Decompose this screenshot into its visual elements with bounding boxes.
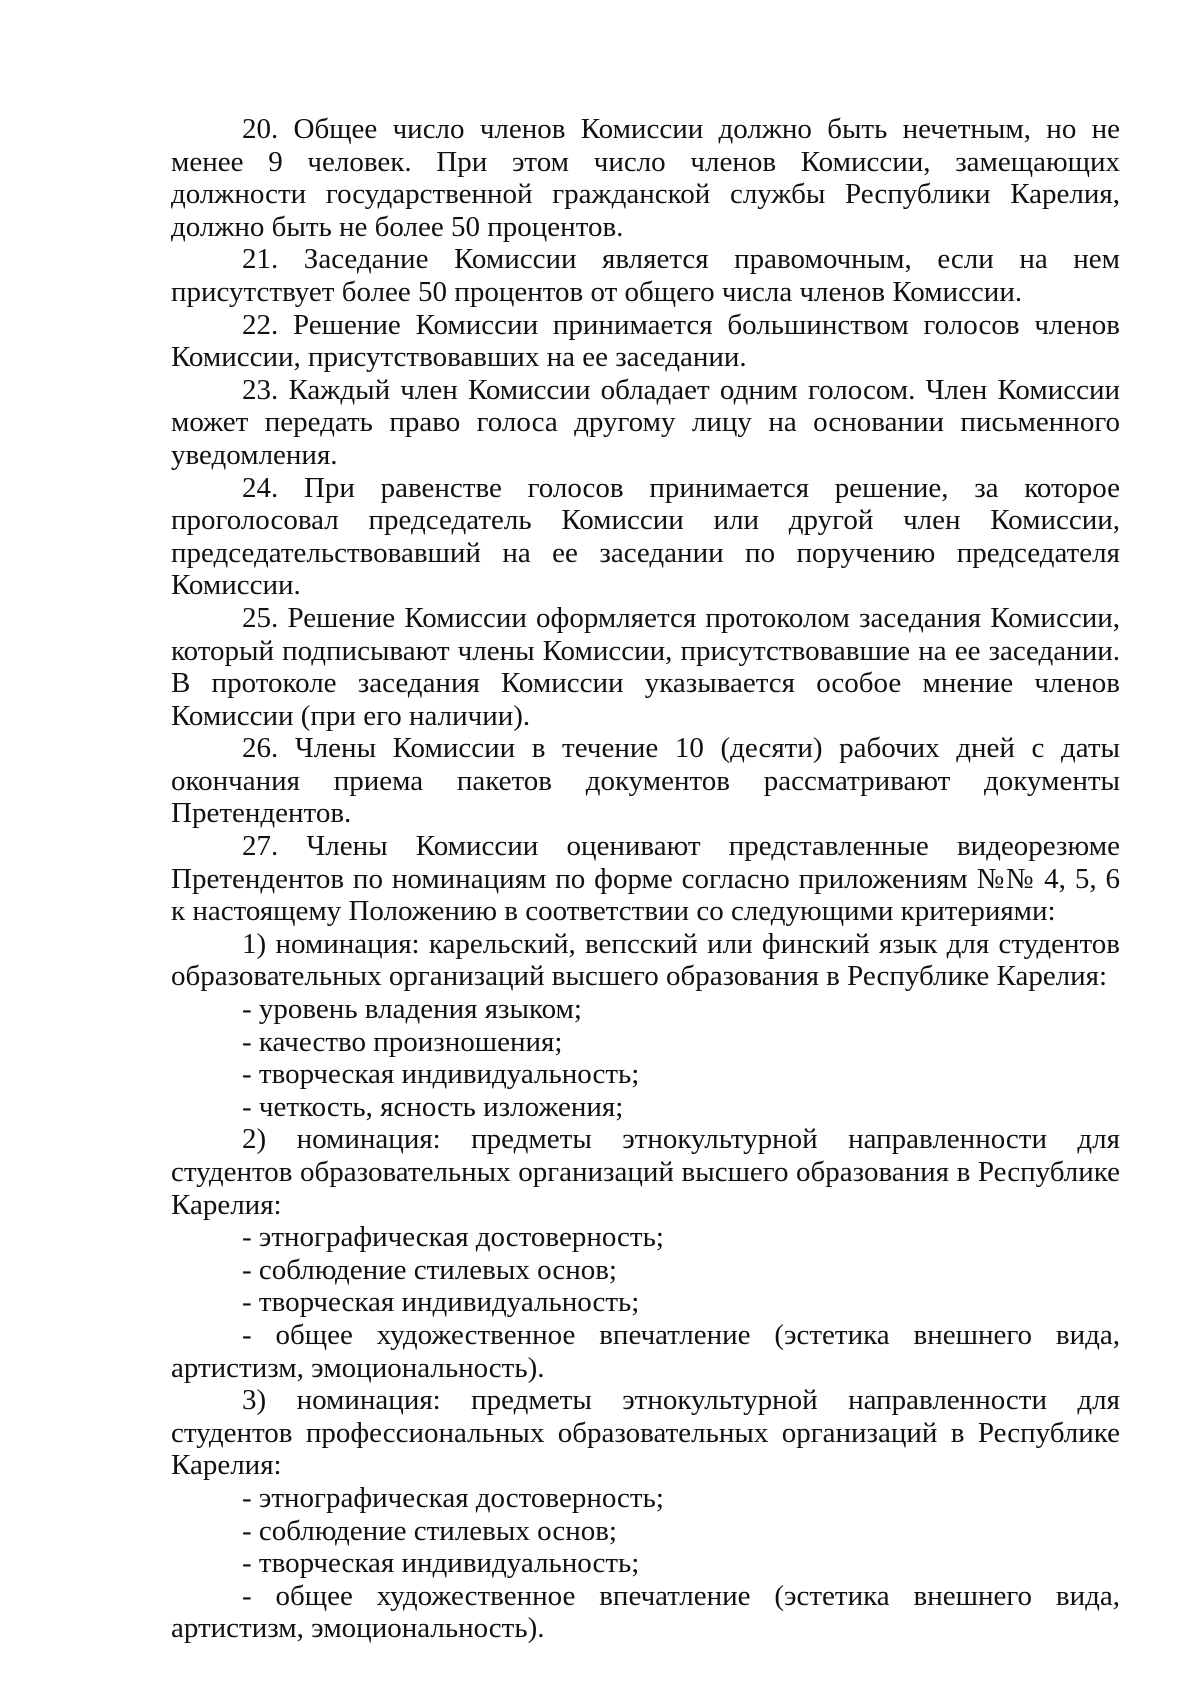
paragraph-26: 26. Члены Комиссии в течение 10 (десяти) рабочих дней с даты окончания приема пакетов документов рассматривают документы Претендентов.	[171, 732, 1120, 830]
paragraph-22: 22. Решение Комиссии принимается большинством голосов членов Комиссии, присутствовавших на ее заседании.	[171, 308, 1120, 374]
criterion-item: - творческая индивидуальность;	[242, 1058, 640, 1091]
paragraph-25: 25. Решение Комиссии оформляется протоколом заседания Комиссии, который подписывают члены Комиссии, присутствовавшие на ее заседании. В протоколе заседания Комиссии указывается особое мнение членов Комиссии (при его наличии).	[171, 601, 1120, 732]
criterion-item: - качество произношения;	[242, 1025, 563, 1058]
document-body	[171, 113, 1120, 1645]
nomination-1-title: 1) номинация: карельский, вепсский или финский язык для студентов образовательных организаций высшего образования в Республике Карелия:	[171, 927, 1120, 993]
nomination-2-title: 2) номинация: предметы этнокультурной направленности для студентов образовательных организаций высшего образования в Республике Карелия:	[171, 1123, 1120, 1221]
criterion-item: - этнографическая достоверность;	[242, 1221, 664, 1254]
paragraph-21: 21. Заседание Комиссии является правомочным, если на нем присутствует более 50 процентов от общего числа членов Комиссии.	[171, 243, 1120, 308]
paragraph-20: 20. Общее число членов Комиссии должно быть нечетным, но не менее 9 человек. При этом число членов Комиссии, замещающих должности государственной гражданской службы Республики Карелия, должно быть не более 50 процентов.	[171, 113, 1120, 243]
criterion-item: - четкость, ясность изложения;	[242, 1090, 624, 1123]
criterion-item: - этнографическая достоверность;	[242, 1481, 664, 1514]
paragraph-27: 27. Члены Комиссии оценивают представленные видеорезюме Претендентов по номинациям по форме согласно приложениям №№ 4, 5, 6 к настоящему Положению в соответствии со следующими критериями:	[171, 830, 1120, 928]
paragraph-24: 24. При равенстве голосов принимается решение, за которое проголосовал председатель Комиссии или другой член Комиссии, председательствовавший на ее заседании по поручению председателя Комиссии.	[171, 471, 1120, 602]
criterion-item: - уровень владения языком;	[242, 993, 582, 1026]
criterion-item: - общее художественное впечатление (эстетика внешнего вида, артистизм, эмоциональность).	[171, 1579, 1120, 1645]
criterion-item: - творческая индивидуальность;	[242, 1286, 640, 1319]
nomination-3-title: 3) номинация: предметы этнокультурной направленности для студентов профессиональных образовательных организаций в Республике Карелия:	[171, 1384, 1120, 1482]
criterion-item: - общее художественное впечатление (эстетика внешнего вида, артистизм, эмоциональность).	[171, 1318, 1120, 1384]
criterion-item: - соблюдение стилевых основ;	[242, 1253, 617, 1286]
criterion-item: - соблюдение стилевых основ;	[242, 1514, 617, 1547]
criterion-item: - творческая индивидуальность;	[242, 1547, 640, 1580]
paragraph-23: 23. Каждый член Комиссии обладает одним голосом. Член Комиссии может передать право голоса другому лицу на основании письменного уведомления.	[171, 373, 1120, 471]
